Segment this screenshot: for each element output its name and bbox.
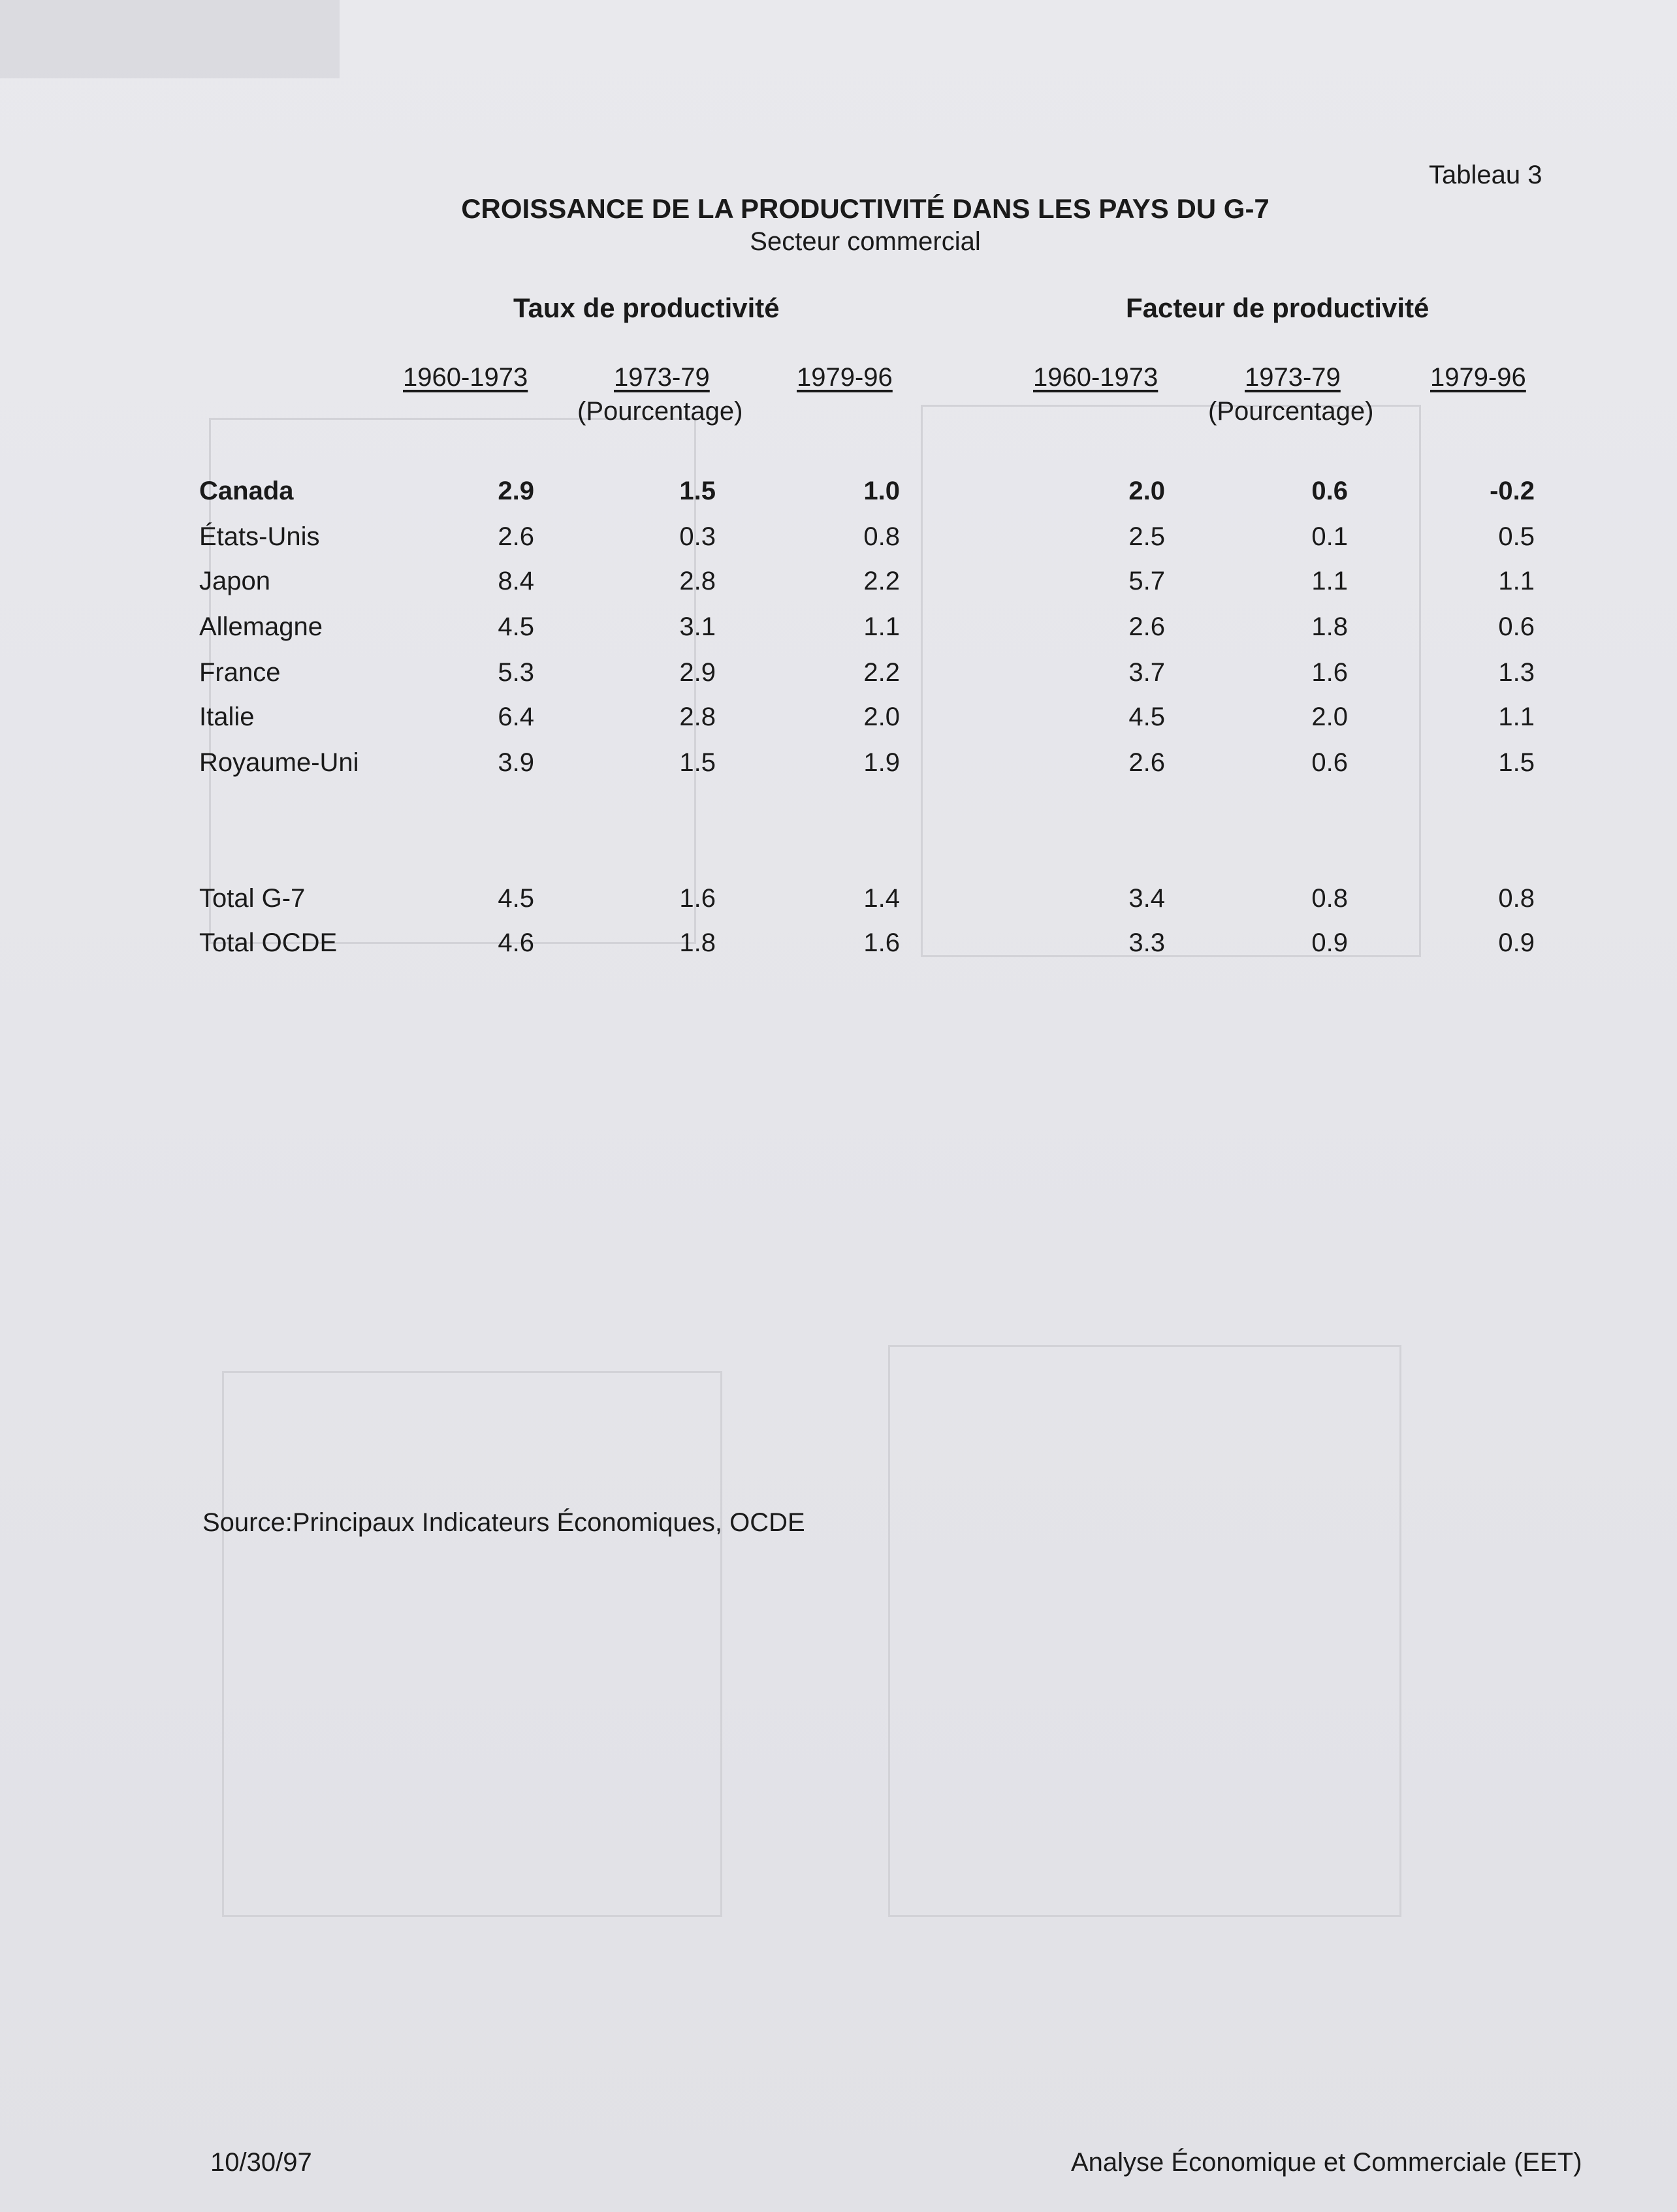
facteur-value-cell: 4.5 — [1128, 703, 1165, 731]
taux-value-cell: 1.1 — [863, 612, 900, 641]
facteur-value-cell: 2.5 — [1128, 522, 1165, 551]
taux-value-cell: 2.9 — [679, 658, 716, 687]
taux-value-cell: 1.6 — [863, 928, 900, 957]
facteur-value-cell: 0.6 — [1311, 477, 1348, 505]
country-cell: Japon — [199, 567, 270, 595]
facteur-value-cell: 3.7 — [1128, 658, 1165, 687]
column-header-period: 1973-79 — [1245, 363, 1341, 392]
bleed-through-chart-frame — [222, 1371, 722, 1917]
country-cell: Italie — [199, 703, 255, 731]
facteur-value-cell: 1.3 — [1498, 658, 1535, 687]
country-cell: Total G-7 — [199, 884, 306, 913]
facteur-value-cell: 1.1 — [1498, 567, 1535, 595]
taux-value-cell: 1.4 — [863, 884, 900, 913]
facteur-value-cell: 0.8 — [1498, 884, 1535, 913]
taux-value-cell: 5.3 — [498, 658, 534, 687]
page-subtitle: Secteur commercial — [750, 227, 981, 256]
table-row — [0, 567, 1677, 612]
facteur-value-cell: 0.6 — [1311, 748, 1348, 777]
taux-value-cell: 2.8 — [679, 567, 716, 595]
facteur-value-cell: 1.8 — [1311, 612, 1348, 641]
unit-label: (Pourcentage) — [1208, 397, 1374, 426]
footer-organization: Analyse Économique et Commerciale (EET) — [1071, 2148, 1582, 2177]
facteur-value-cell: 1.1 — [1311, 567, 1348, 595]
country-cell: Total OCDE — [199, 928, 338, 957]
bleed-through-decoration — [78, 111, 96, 183]
facteur-value-cell: 2.0 — [1128, 477, 1165, 505]
taux-value-cell: 1.6 — [679, 884, 716, 913]
column-header-period: 1973-79 — [614, 363, 710, 392]
taux-value-cell: 2.9 — [498, 477, 534, 505]
facteur-value-cell: 2.6 — [1128, 748, 1165, 777]
column-header-period: 1979-96 — [797, 363, 893, 392]
facteur-value-cell: 1.1 — [1498, 703, 1535, 731]
table-row — [0, 884, 1677, 930]
taux-value-cell: 4.5 — [498, 612, 534, 641]
country-cell: Allemagne — [199, 612, 323, 641]
facteur-value-cell: 0.9 — [1498, 928, 1535, 957]
table-row — [0, 658, 1677, 704]
table-row — [0, 928, 1677, 974]
facteur-value-cell: 1.5 — [1498, 748, 1535, 777]
table-row — [0, 612, 1677, 658]
section-heading-taux: Taux de productivité — [513, 292, 780, 323]
facteur-value-cell: 0.9 — [1311, 928, 1348, 957]
country-cell: Canada — [199, 477, 294, 505]
facteur-value-cell: 0.5 — [1498, 522, 1535, 551]
unit-label: (Pourcentage) — [577, 397, 743, 426]
taux-value-cell: 3.1 — [679, 612, 716, 641]
facteur-value-cell: 0.8 — [1311, 884, 1348, 913]
table-number: Tableau 3 — [1429, 161, 1542, 189]
facteur-value-cell: 2.6 — [1128, 612, 1165, 641]
taux-value-cell: 2.2 — [863, 658, 900, 687]
column-header-period: 1960-1973 — [403, 363, 528, 392]
taux-value-cell: 6.4 — [498, 703, 534, 731]
facteur-value-cell: 2.0 — [1311, 703, 1348, 731]
taux-value-cell: 0.8 — [863, 522, 900, 551]
footer-date: 10/30/97 — [210, 2148, 312, 2177]
taux-value-cell: 1.0 — [863, 477, 900, 505]
taux-value-cell: 2.0 — [863, 703, 900, 731]
taux-value-cell: 3.9 — [498, 748, 534, 777]
scan-edge-shadow — [0, 0, 340, 78]
taux-value-cell: 1.5 — [679, 477, 716, 505]
table-row — [0, 703, 1677, 748]
source-note: Source:Principaux Indicateurs Économiques, OCDE — [202, 1508, 805, 1537]
facteur-value-cell: 5.7 — [1128, 567, 1165, 595]
taux-value-cell: 0.3 — [679, 522, 716, 551]
taux-value-cell: 1.8 — [679, 928, 716, 957]
taux-value-cell: 8.4 — [498, 567, 534, 595]
page-title: CROISSANCE DE LA PRODUCTIVITÉ DANS LES PAYS DU G-7 — [461, 193, 1270, 224]
taux-value-cell: 4.6 — [498, 928, 534, 957]
table-row — [0, 748, 1677, 794]
taux-value-cell: 2.2 — [863, 567, 900, 595]
country-cell: États-Unis — [199, 522, 320, 551]
country-cell: Royaume-Uni — [199, 748, 359, 777]
section-heading-facteur: Facteur de productivité — [1126, 292, 1429, 323]
column-header-period: 1979-96 — [1430, 363, 1526, 392]
bleed-through-chart-frame — [888, 1345, 1401, 1917]
facteur-value-cell: 3.3 — [1128, 928, 1165, 957]
facteur-value-cell: -0.2 — [1490, 477, 1535, 505]
facteur-value-cell: 3.4 — [1128, 884, 1165, 913]
column-header-period: 1960-1973 — [1033, 363, 1158, 392]
taux-value-cell: 4.5 — [498, 884, 534, 913]
taux-value-cell: 1.9 — [863, 748, 900, 777]
taux-value-cell: 2.6 — [498, 522, 534, 551]
table-row — [0, 522, 1677, 568]
table-row — [0, 477, 1677, 522]
facteur-value-cell: 1.6 — [1311, 658, 1348, 687]
facteur-value-cell: 0.1 — [1311, 522, 1348, 551]
taux-value-cell: 1.5 — [679, 748, 716, 777]
taux-value-cell: 2.8 — [679, 703, 716, 731]
facteur-value-cell: 0.6 — [1498, 612, 1535, 641]
country-cell: France — [199, 658, 281, 687]
